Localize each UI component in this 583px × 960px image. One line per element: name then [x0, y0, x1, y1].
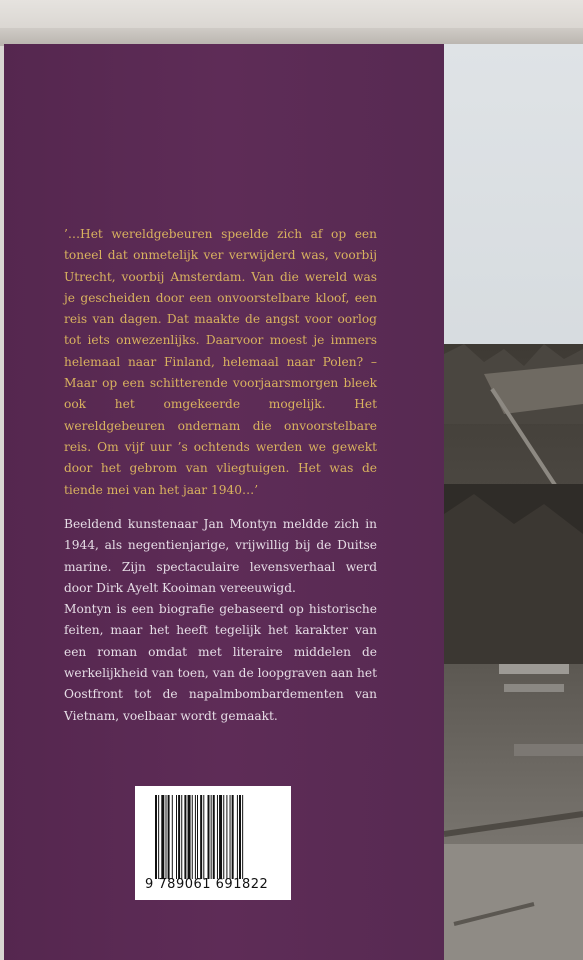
barcode-bar [242, 795, 243, 879]
isbn-barcode [135, 786, 291, 900]
barcode-bar [226, 795, 227, 879]
barcode-bars [155, 795, 283, 879]
barcode-bar [168, 795, 170, 879]
barcode-bar [172, 795, 173, 879]
war-ruins-photo [444, 44, 583, 960]
barcode-bar [192, 795, 193, 879]
barcode-bar [203, 795, 204, 879]
barcode-bar [230, 795, 231, 879]
description-paragraph: Beeldend kunstenaar Jan Montyn meldde zich in 1944, als negentienjarige, vrijwillig bij de Duitse marine. Zijn spectaculaire levensverhaal werd door Dirk Ayelt Kooiman vereeuwigd. [64, 517, 377, 595]
barcode-bar [237, 795, 238, 879]
barcode-bar [155, 795, 157, 879]
barcode-bar [219, 795, 222, 879]
barcode-bar [161, 795, 164, 879]
barcode-digits: 9 789061 691822 [145, 877, 269, 892]
book-description [64, 514, 377, 727]
barcode-bar [188, 795, 191, 879]
barcode-bar [239, 795, 241, 879]
barcode-bar [176, 795, 177, 879]
barcode-bar [223, 795, 224, 879]
quote-excerpt: ’…Het wereldgebeuren speelde zich af op een toneel dat onmetelijk ver verwijderd was, voorbij Utrecht, voorbij Amsterdam. Van die wereld was je gescheiden door een onvoorstelbare kloof, een reis van dagen. Dat maakte de angst voor oorlog tot iets onwezenlijks. Daarvoor moest je immers helemaal naar Finland, helemaal naar Polen? – Maar op een schitterende voorjaarsmorgen bleek ook het omgekeerde mogelijk. Het wereldgebeuren ondernam die onvoorstelbare reis. Om vijf uur ’s ochtends werden we gewekt door het gebrom van vliegtuigen. Het was de tiende mei van het jaar 1940…’ [64, 227, 377, 497]
barcode-bar [208, 795, 210, 879]
barcode-bar [213, 795, 215, 879]
barcode-bar [197, 795, 198, 879]
barcode-bar [211, 795, 212, 879]
barcode-bar [166, 795, 167, 879]
barcode-bar [178, 795, 180, 879]
barcode-bar [217, 795, 218, 879]
barcode-bar [195, 795, 196, 879]
barcode-bar [158, 795, 159, 879]
description-paragraph: Montyn is een biografie gebaseerd op historische feiten, maar het heeft tegelijk het karakter van een roman omdat met literaire middelen de werkelijkheid van toen, van de loopgraven aan het Oostfront tot de napalmbombardementen van Vietnam, voelbaar wordt gemaakt. [64, 602, 377, 723]
barcode-bar [181, 795, 182, 879]
barcode-bar [232, 795, 234, 879]
barcode-bar [184, 795, 186, 879]
barcode-bar [200, 795, 202, 879]
